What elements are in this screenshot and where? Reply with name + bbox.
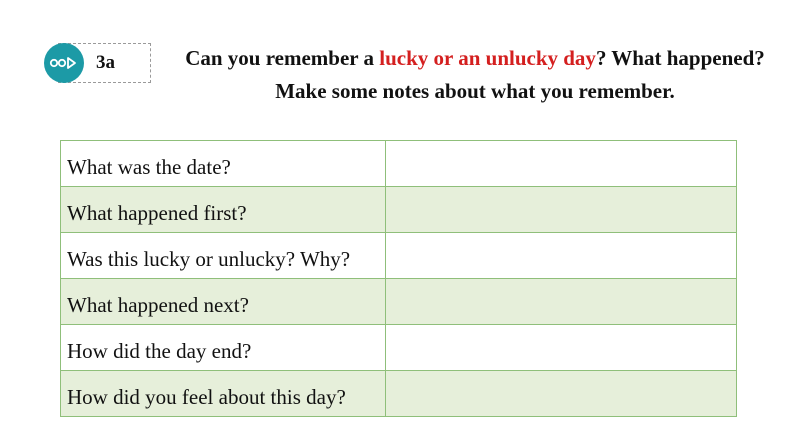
three-dots-arrow-icon bbox=[44, 43, 84, 83]
question-cell: How did the day end? bbox=[61, 325, 386, 371]
question-cell: What happened next? bbox=[61, 279, 386, 325]
answer-cell[interactable] bbox=[386, 279, 737, 325]
table-row bbox=[61, 371, 737, 417]
question-cell: What happened first? bbox=[61, 187, 386, 233]
question-cell: Was this lucky or unlucky? Why? bbox=[61, 233, 386, 279]
answer-cell[interactable] bbox=[386, 233, 737, 279]
table-row bbox=[61, 279, 737, 325]
question-cell: How did you feel about this day? bbox=[61, 371, 386, 417]
answer-cell[interactable] bbox=[386, 371, 737, 417]
answer-cell[interactable] bbox=[386, 325, 737, 371]
instruction-part-2: ? What happened? Make some notes about what you remember. bbox=[275, 46, 765, 103]
table-row bbox=[61, 233, 737, 279]
table-row bbox=[61, 187, 737, 233]
table-row bbox=[61, 325, 737, 371]
question-cell: What was the date? bbox=[61, 141, 386, 187]
answer-cell[interactable] bbox=[386, 187, 737, 233]
instruction-part-1: Can you remember a bbox=[185, 46, 380, 70]
exercise-number: 3a bbox=[96, 52, 115, 73]
notes-table bbox=[60, 140, 737, 417]
table-row bbox=[61, 141, 737, 187]
exercise-badge bbox=[44, 42, 152, 86]
instruction-highlight: lucky or an unlucky day bbox=[379, 46, 596, 70]
instruction-text bbox=[180, 42, 770, 108]
answer-cell[interactable] bbox=[386, 141, 737, 187]
